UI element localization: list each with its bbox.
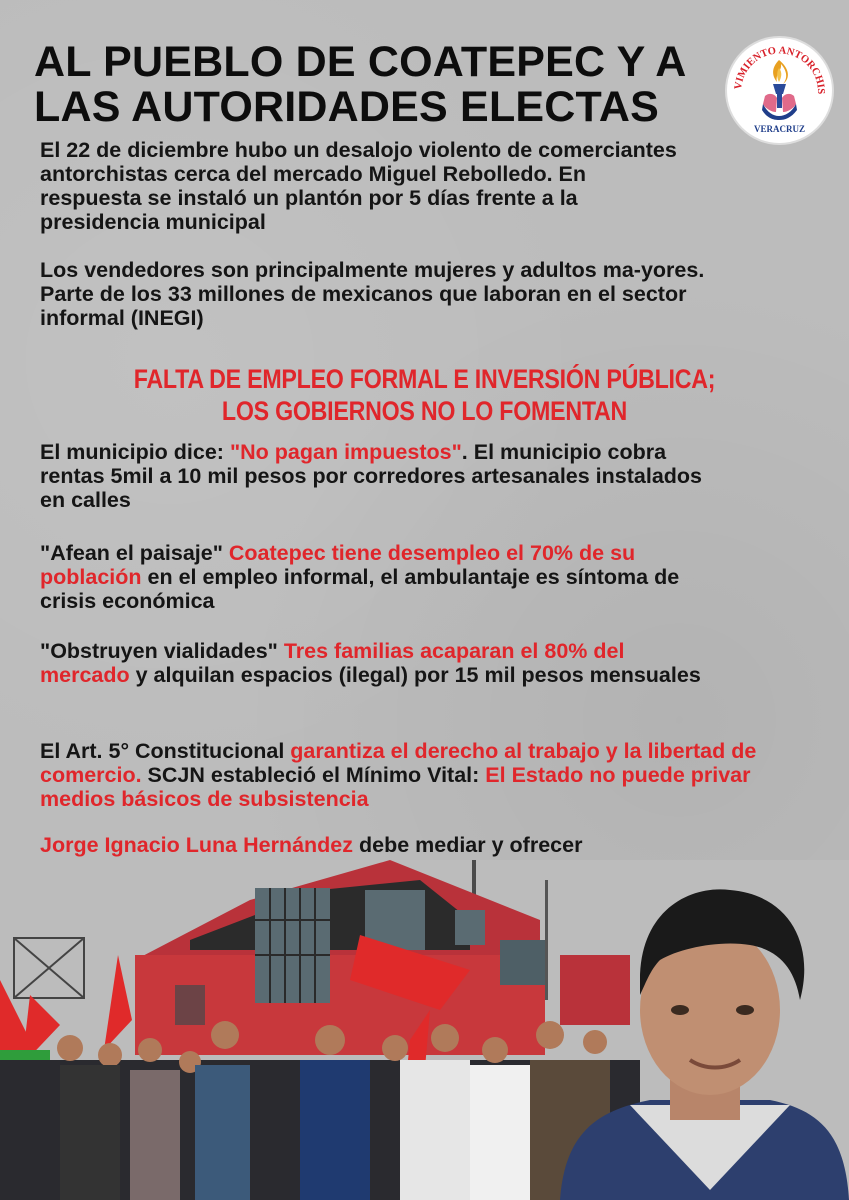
paisaje-rest: en el empleo informal, el ambulantaje es síntoma de crisis económica bbox=[40, 565, 680, 613]
mediar-rest: debe mediar y ofrecer bbox=[358, 833, 583, 857]
title-line-1: AL PUEBLO DE COATEPEC Y A bbox=[34, 38, 687, 86]
logo-ring-text: VIMIENTO ANTORCHIS bbox=[732, 45, 827, 95]
photo-illustration bbox=[0, 860, 849, 1200]
protest-photo-collage bbox=[0, 860, 849, 1200]
vialidades-highlight: Tres familias acaparan el 80% del mercado bbox=[40, 639, 625, 687]
antorchista-logo bbox=[727, 38, 832, 143]
impuestos-rest: . El municipio cobra rentas 5mil a 10 mil pesos por corredores artesanales instalados en calles bbox=[40, 440, 703, 512]
paragraph-desalojo: El 22 de diciembre hubo un desalojo violento de comerciantes antorchistas cerca del mercado Miguel Rebolledo. En respuesta se instaló un plantón por 5 días frente a la presidencia municipal bbox=[40, 138, 677, 234]
paragraph-paisaje bbox=[40, 541, 740, 613]
official-name: Jorge Ignacio Luna Hernández bbox=[40, 833, 353, 857]
vialidades-rest: y alquilan espacios (ilegal) por 15 mil pesos mensuales bbox=[129, 663, 701, 687]
paisaje-highlight: Coatepec tiene desempleo el 70% de su población bbox=[40, 541, 636, 589]
paragraph-impuestos bbox=[40, 440, 730, 512]
paragraph-vendedores: Los vendedores son principalmente mujeres y adultos ma-yores. Parte de los 33 millones de mexicanos que laboran en el sector informal (INEGI) bbox=[40, 258, 705, 330]
constitucional-lead: El Art. 5° Constitucional bbox=[40, 739, 291, 763]
impuestos-lead: El municipio dice: bbox=[40, 440, 230, 464]
paragraph-vialidades bbox=[40, 639, 720, 687]
paisaje-quote: "Afean el paisaje" bbox=[40, 541, 223, 565]
title-line-2: LAS AUTORIDADES ELECTAS bbox=[34, 83, 659, 131]
headline-line-1: FALTA DE EMPLEO FORMAL E INVERSIÓN PÚBLICA; bbox=[133, 364, 716, 394]
headline-empleo-formal bbox=[59, 363, 789, 427]
constitucional-highlight-2: El Estado no puede privar medios básicos de subsistencia bbox=[40, 763, 751, 811]
paragraph-constitucional bbox=[40, 739, 760, 811]
headline-line-2: LOS GOBIERNOS NO LO FOMENTAN bbox=[221, 396, 628, 426]
vialidades-quote: "Obstruyen vialidades" bbox=[40, 639, 278, 663]
logo-region-text: VERACRUZ bbox=[753, 124, 806, 134]
impuestos-quote: "No pagan impuestos" bbox=[229, 440, 462, 464]
constitucional-highlight-1: garantiza el derecho al trabajo y la libertad de comercio. bbox=[40, 739, 757, 787]
logo-graphic bbox=[727, 38, 832, 143]
constitucional-middle: SCJN estableció el Mínimo Vital: bbox=[141, 763, 486, 787]
page-title bbox=[34, 40, 734, 130]
